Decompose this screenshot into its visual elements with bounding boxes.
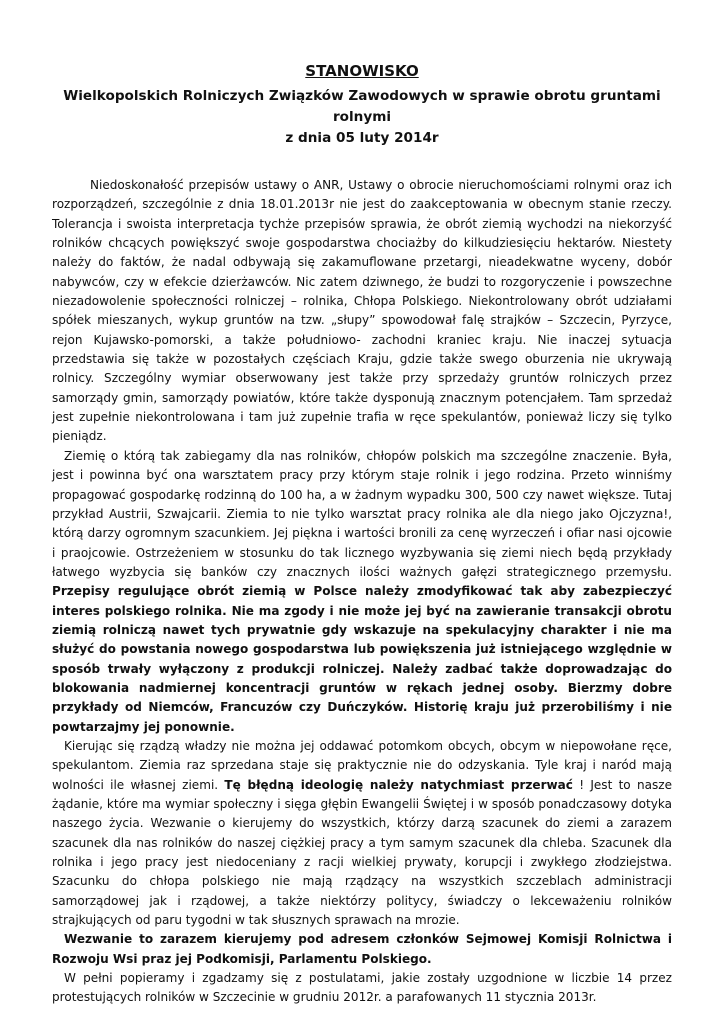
paragraph-2 (52, 447, 672, 737)
paragraph-5 (52, 969, 672, 1008)
document-title: STANOWISKO (305, 62, 419, 80)
subtitle-line-1: Wielkopolskich Rolniczych Związków Zawodowych w sprawie obrotu gruntami rolnymi (63, 88, 661, 125)
paragraph-1-text: Niedoskonałość przepisów ustawy o ANR, Ustawy o obrocie nieruchomościami rolnymi oraz ich rozporządzeń, szczególnie z dnia 18.01.2013r nie jest do zaakceptowania w obecnym stanie rzeczy. Tolerancja i swoista interpretacja tychże przepisów sprawia, że obrót ziemią wychodzi na niekorzyść rolników chcących powiększyć swoje gospodarstwa chociażby do kilkudziesięciu hektarów. Niestety należy do faktów, że nadal odbywają się zakamuflowane przetargi, nieadekwatne wyceny, dobór nabywców, czy w efekcie dzierżawców. Nic zatem dziwnego, że budzi to rozgoryczenie i powszechne niezadowolenie społeczności rolniczej – rolnika, Chłopa Polskiego. Niekontrolowany obrót udziałami spółek mieszanych, wykup gruntów na tzw. „słupy” spowodował falę strajków – Szczecin, Pyrzyce, rejon Kujawsko-pomorski, a także południowo- zachodni kraniec kraju. Nie inaczej sytuacja przedstawia się także w pozostałych częściach Kraju, gdzie także swego oburzenia nie ukrywają rolnicy. Szczególny wymiar obserwowany jest także przy sprzedaży gruntów rolniczych przez samorządy gmin, samorządy powiatów, które także dysponują znacznym potencjałem. Tam sprzedaż jest zupełnie niekontrolowana i tam już zupełnie trafia w ręce spekulantów, ponieważ liczy się tylko pieniądz. (52, 178, 672, 444)
paragraph-3-text: Kierując się rządzą władzy nie można jej oddawać potomkom obcych, obcym w niepowołane ręce, spekulantom. Ziemia raz sprzedana staje się praktycznie nie do odzyskania. Tyle kraj i naród mają wolności ile własnej ziemi. (52, 738, 672, 792)
paragraph-4-bold-text: Wezwanie to zarazem kierujemy pod adresem członków Sejmowej Komisji Rolnictwa i Rozwoju Wsi praz jej Podkomisji, Parlamentu Polskiego. (52, 932, 672, 966)
subtitle-line-2: z dnia 05 luty 2014r (285, 130, 439, 146)
paragraph-3-text-end: ! Jest to nasze żądanie, które ma wymiar społeczny i sięga głębin Ewangelii Świętej i w sposób ponadczasowy dotyka naszego życia. Wezwanie o kierujemy do wszystkich, którzy darzą szacunek do ziemi a zarazem szacunek dla nas rolników do naszej ciężkiej pracy a tym samym szacunek dla chleba. Szacunek dla rolnika i jego pracy jest niedoceniany z racji wielkiej prywaty, korupcji i zwykłego złodziejstwa. Szacunku do chłopa polskiego nie mają rządzący na wszystkich szczeblach administracji samorządowej jak i rządowej, a także niektórzy politycy, świadczy o lekceważeniu rolników strajkujących od paru tygodni w tak słusznych sprawach na mrozie. (52, 777, 672, 928)
document-subtitle (52, 86, 672, 149)
paragraph-3 (52, 737, 672, 930)
paragraph-2-bold-text: Przepisy regulujące obrót ziemią w Polsce należy zmodyfikować tak aby zabezpieczyć interes polskiego rolnika. Nie ma zgody i nie może jej być na zawieranie transakcji obrotu ziemią rolniczą nawet tych prywatnie gdy wskazuje na spekulacyjny charakter i nie ma służyć do powstania nowego gospodarstwa lub powiększenia już istniejącego względnie w sposób trwały wyłączony z produkcji rolniczej. Należy zadbać także doprowadzając do blokowania nadmiernej koncentracji gruntów w rękach jednej osoby. Bierzmy dobre przykłady od Niemców, Francuzów czy Duńczyków. Historię kraju już przerobiliśmy i nie powtarzajmy jej ponownie. (52, 584, 672, 734)
paragraph-2-text: Ziemię o którą tak zabiegamy dla nas rolników, chłopów polskich ma szczególne znaczenie. Była, jest i powinna być ona warsztatem pracy przy którym staje rolnik i jego rodzina. Przeto winniśmy propagować gospodarkę rodzinną do 100 ha, a w żadnym wypadku 300, 500 czy nawet większe. Tutaj przykład Austrii, Szwajcarii. Ziemia to nie tylko warsztat pracy rolnika ale dla niego jako Ojczyzna!, którą darzy ogromnym szacunkiem. Jej piękna i wartości bronili za cenę wyrzeczeń i ofiar nasi ojcowie i praojcowie. Ostrzeżeniem w stosunku do tak licznego wyzbywania się ziemi niech będą przykłady łatwego wyzbycia się banków czy znacznych ilości ważnych gałęzi strategicznego przemysłu. (52, 448, 672, 579)
document-body (52, 176, 672, 1008)
paragraph-4 (52, 930, 672, 969)
paragraph-3-bold-text: Tę błędną ideologię należy natychmiast przerwać (224, 777, 573, 792)
paragraph-5-text: W pełni popieramy i zgadzamy się z postulatami, jakie zostały uzgodnione w liczbie 14 przez protestujących rolników w Szczecinie w grudniu 2012r. a parafowanych 11 stycznia 2013r. (52, 971, 672, 1005)
paragraph-1 (52, 176, 672, 447)
